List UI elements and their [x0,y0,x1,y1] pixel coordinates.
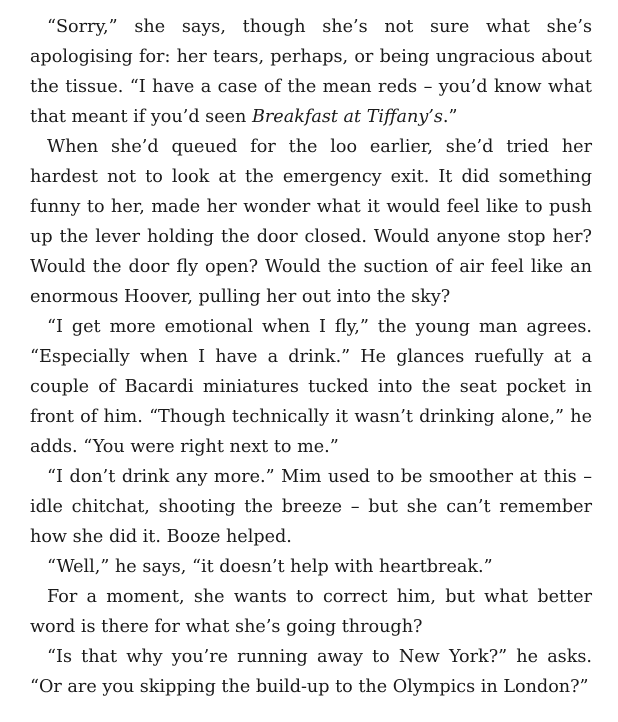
paragraph-text: When she’d queued for the loo earlier, she’d tried her hardest not to look at the emergency exit. It did something funny to her, made her wonder what it would feel like to push up the lever holding the door closed. Would anyone stop her? Would the door fly open? Would the suction of air feel like an enormous Hoover, pulling her out into the sky? [30,137,592,307]
paragraph-5 [30,552,592,582]
paragraph-text: For a moment, she wants to correct him, but what better word is there for what she’s going through? [30,587,592,637]
paragraph-1 [30,12,592,132]
paragraph-6 [30,582,592,642]
paragraph-4 [30,462,592,552]
paragraph-text: “I get more emotional when I fly,” the young man agrees. “Especially when I have a drink.” He glances ruefully at a couple of Bacardi miniatures tucked into the seat pocket in front of him. “Though technically it wasn’t drinking alone,” he adds. “You were right next to me.” [30,317,592,457]
book-title-italic: Breakfast at Tiffany’s [251,107,443,127]
paragraph-text: “Is that why you’re running away to New York?” he asks. “Or are you skipping the build-up to the Olympics in London?” [30,647,592,697]
paragraph-text: “Well,” he says, “it doesn’t help with heartbreak.” [47,557,493,577]
paragraph-7 [30,642,592,702]
paragraph-text: “I don’t drink any more.” Mim used to be smoother at this – idle chitchat, shooting the breeze – but she can’t remember how she did it. Booze helped. [30,467,592,547]
paragraph-3 [30,312,592,462]
book-page [30,12,592,702]
paragraph-text: .” [442,107,458,127]
paragraph-text: “Sorry,” she says, though she’s not sure what she’s apologising for: her tears, perhaps, or being ungracious about the tissue. “I have a case of the mean reds – you’d know what that meant if you’d seen [30,17,592,127]
paragraph-2 [30,132,592,312]
